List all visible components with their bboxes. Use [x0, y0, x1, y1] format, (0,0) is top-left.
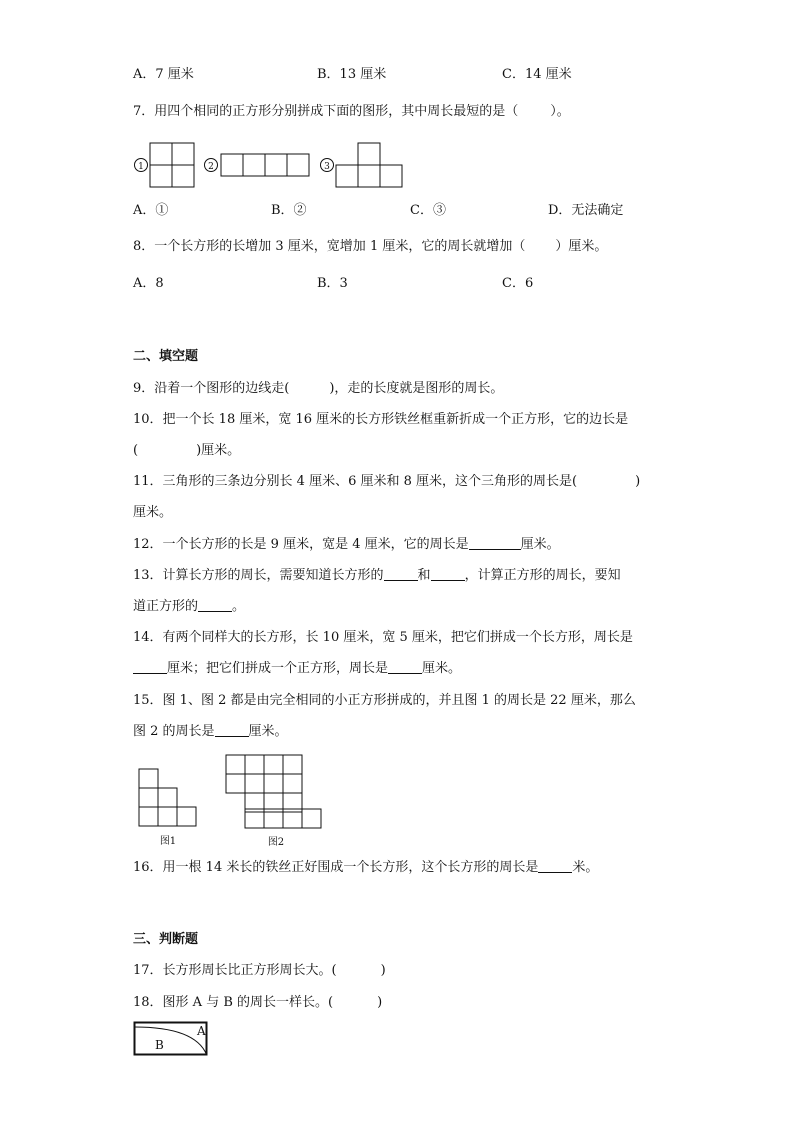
q13-text-d: 道正方形的 — [133, 599, 199, 614]
shape-3-label-text: 3 — [324, 162, 330, 172]
q6-option-a[interactable]: A．7 厘米 — [133, 67, 194, 82]
q6-option-c[interactable]: C．14 厘米 — [502, 67, 572, 82]
q9-text-after: )，走的长度就是图形的周长。 — [329, 381, 504, 396]
q14-line-2 — [133, 659, 674, 679]
q16-text-after: 米。 — [572, 860, 599, 875]
shape-3-squares — [336, 143, 402, 187]
q16-text-before: 16．用一根 14 米长的铁丝正好围成一个长方形，这个长方形的周长是 — [133, 860, 539, 875]
q18-line — [133, 993, 674, 1013]
q15-line-1: 15．图 1、图 2 都是由完全相同的小正方形拼成的，并且图 1 的周长是 22 厘米，那么 — [133, 693, 636, 708]
q8-stem-text: 8．一个长方形的长增加 3 厘米，宽增加 1 厘米，它的周长就增加（ — [133, 239, 526, 254]
shape-2-squares — [221, 154, 309, 176]
q7-option-d[interactable]: D．无法确定 — [548, 203, 624, 218]
q17-text-before: 17．长方形周长比正方形周长大。( — [133, 963, 337, 978]
q11-paren-close: ) — [635, 474, 641, 489]
q13-answer-blank-3[interactable] — [198, 597, 232, 612]
q7-shapes-figure — [133, 140, 413, 188]
q8-option-c[interactable]: C．6 — [502, 276, 534, 291]
q6-options — [133, 65, 674, 85]
figure-2-squares — [226, 755, 321, 828]
shape-2-label-text: 2 — [208, 162, 214, 172]
q9-line — [133, 379, 674, 399]
q11-line-1 — [133, 472, 674, 492]
q18-dividing-curve — [135, 1027, 207, 1055]
q18-figure — [133, 1021, 213, 1057]
q13-text-c: ，计算正方形的周长，要知 — [464, 568, 621, 583]
q7-stem-text: 7．用四个相同的正方形分别拼成下面的图形，其中周长最短的是（ — [133, 104, 519, 119]
section-3-title: 三、判断题 — [133, 932, 199, 947]
q18-text-before: 18．图形 A 与 B 的周长一样长。( — [133, 995, 334, 1010]
q16-line — [133, 858, 674, 878]
q11-line-2: 厘米。 — [133, 505, 173, 520]
q14-line-1: 14．有两个同样大的长方形，长 10 厘米，宽 5 厘米，把它们拼成一个长方形，周长是 — [133, 630, 633, 645]
q14-answer-blank-2[interactable] — [388, 659, 422, 674]
section-2-title: 二、填空题 — [133, 349, 199, 364]
q13-text-b: 和 — [417, 568, 431, 583]
q18-label-b: B — [155, 1038, 164, 1052]
q10-line-1: 10．把一个长 18 厘米，宽 16 厘米的长方形铁丝框重新折成一个正方形，它的边长是 — [133, 412, 629, 427]
q10-text-after: )厘米。 — [196, 443, 241, 458]
q17-text-after: ) — [380, 963, 386, 978]
q10-line-2 — [133, 441, 674, 461]
q15-answer-blank[interactable] — [215, 722, 249, 737]
q7-stem-end: ）。 — [550, 104, 570, 119]
q8-stem-end: ）厘米。 — [555, 239, 608, 254]
q15-line-2 — [133, 722, 674, 742]
q18-text-after: ) — [377, 995, 383, 1010]
q10-paren-open: ( — [133, 443, 139, 458]
q18-label-a: A — [197, 1024, 206, 1038]
q13-line-1 — [133, 566, 674, 586]
q13-text-a: 13．计算长方形的周长，需要知道长方形的 — [133, 568, 384, 583]
q14-text-a: 厘米；把它们拼成一个正方形，周长是 — [167, 661, 389, 676]
q15-text-b: 厘米。 — [248, 724, 288, 739]
q14-text-b: 厘米。 — [422, 661, 462, 676]
q12-text-before: 12．一个长方形的长是 9 厘米，宽是 4 厘米，它的周长是 — [133, 537, 469, 552]
q12-line — [133, 535, 674, 555]
q15-figures — [137, 752, 337, 852]
q7-stem — [133, 102, 674, 122]
q13-line-2 — [133, 597, 674, 617]
q11-text-before: 11．三角形的三条边分别长 4 厘米、6 厘米和 8 厘米，这个三角形的周长是( — [133, 474, 578, 489]
q12-text-after: 厘米。 — [520, 537, 560, 552]
q7-option-a[interactable]: A．① — [133, 203, 169, 218]
q8-option-a[interactable]: A．8 — [133, 276, 164, 291]
q13-answer-blank-2[interactable] — [431, 566, 465, 581]
q7-option-b[interactable]: B．② — [271, 203, 307, 218]
shape-1-label-text: 1 — [138, 162, 144, 172]
q8-stem — [133, 237, 674, 257]
figure-1-squares — [139, 769, 196, 826]
figure-2-caption: 图2 — [267, 837, 285, 848]
q7-option-c[interactable]: C．③ — [410, 203, 446, 218]
q8-option-b[interactable]: B．3 — [317, 276, 348, 291]
q16-answer-blank[interactable] — [538, 858, 572, 873]
q12-answer-blank[interactable] — [469, 535, 521, 550]
shape-1-squares — [150, 143, 194, 187]
q8-options — [133, 274, 674, 294]
q13-answer-blank-1[interactable] — [384, 566, 418, 581]
figure-1-caption: 图1 — [159, 836, 177, 847]
q7-options — [133, 201, 674, 221]
q17-line — [133, 961, 674, 981]
q6-option-b[interactable]: B．13 厘米 — [317, 67, 387, 82]
q15-text-a: 图 2 的周长是 — [133, 724, 215, 739]
q13-text-e: 。 — [232, 599, 246, 614]
q9-text-before: 9．沿着一个图形的边线走( — [133, 381, 290, 396]
q14-answer-blank-1[interactable] — [133, 659, 167, 674]
